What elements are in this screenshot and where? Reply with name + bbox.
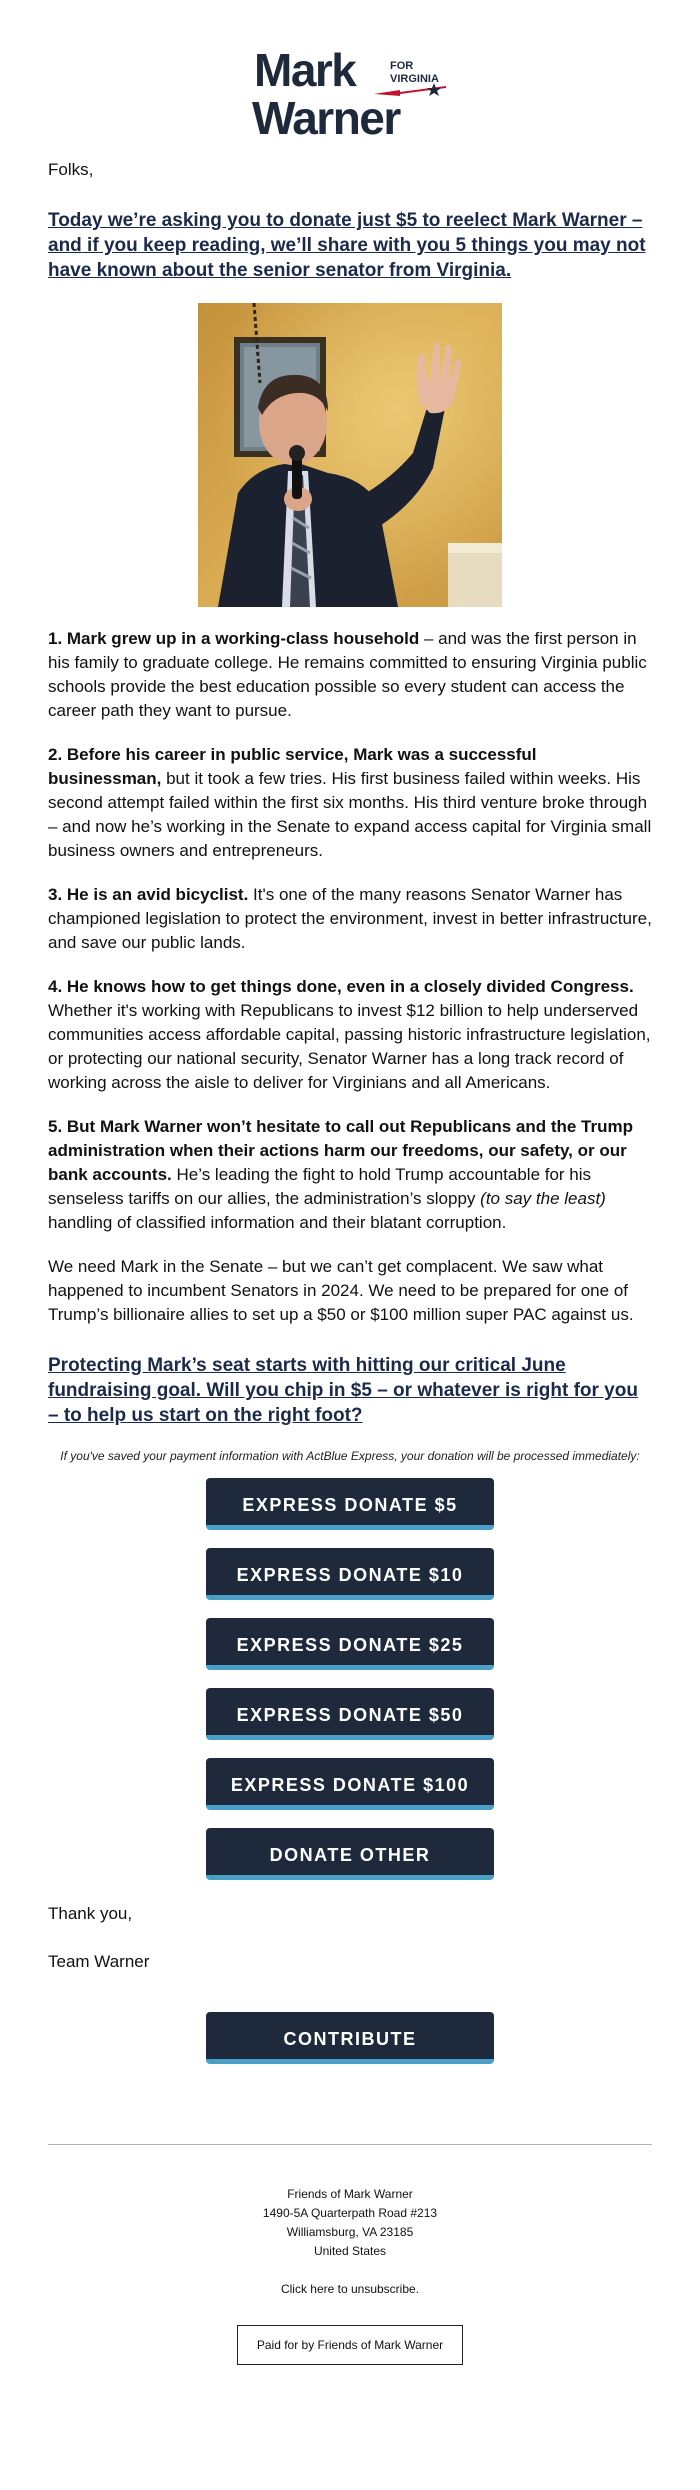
fact-1-lead: 1. Mark grew up in a working-class household: [48, 629, 420, 648]
express-donate-50-button[interactable]: EXPRESS DONATE $50: [206, 1688, 494, 1740]
mark-warner-logo: [250, 42, 450, 142]
signoff-thanks: Thank you,: [48, 1904, 133, 1923]
fact-5-body: He’s leading the fight to hold Trump accountable for his senseless tariffs on our allies, the administration’s sloppy: [48, 1165, 592, 1208]
fact-3: [48, 883, 652, 955]
express-donate-100-button[interactable]: EXPRESS DONATE $100: [206, 1758, 494, 1810]
logo-name-top: Mark: [254, 44, 356, 96]
greeting: Folks,: [48, 160, 94, 179]
express-donate-10-button[interactable]: EXPRESS DONATE $10: [206, 1548, 494, 1600]
logo-state: VIRGINIA: [390, 73, 439, 85]
unsubscribe-row: [48, 2281, 652, 2297]
fact-1: [48, 627, 652, 723]
fact-5-italic: (to say the least): [480, 1189, 606, 1208]
footer-address-line1: 1490-5A Quarterpath Road #213: [262, 2206, 438, 2220]
senator-photo: [198, 303, 502, 607]
senator-photo-image: [198, 303, 502, 607]
email-body: [48, 0, 652, 2365]
logo-for: FOR: [390, 60, 414, 72]
express-donate-25-button[interactable]: EXPRESS DONATE $25: [206, 1618, 494, 1670]
logo-name-bottom: Warner: [252, 92, 400, 142]
fact-3-body: It's one of the many reasons Senator Warner has championed legislation to protect the environment, invest in better infrastructure, and save our public lands.: [48, 885, 652, 952]
fact-5-tail: handling of classified information and their blatant corruption.: [48, 1213, 507, 1232]
actblue-express-note: If you've saved your payment information with ActBlue Express, your donation will be processed immediately:: [60, 1449, 640, 1463]
fact-5-lead: 5. But Mark Warner won’t hesitate to call out Republicans and the Trump administration when their actions harm our freedoms, our safety, or our bank accounts.: [48, 1117, 634, 1184]
donate-other-button[interactable]: DONATE OTHER: [206, 1828, 494, 1880]
footer-country: United States: [313, 2244, 387, 2258]
express-donate-5-button[interactable]: EXPRESS DONATE $5: [206, 1478, 494, 1530]
fact-2-body: but it took a few tries. His first business failed within weeks. His second attempt failed within the first six months. His third venture broke through – and now he’s working in the Senate to expand access capital for Virginia small business owners and entrepreneurs.: [48, 769, 652, 860]
signoff-team: Team Warner: [48, 1952, 150, 1971]
unsubscribe-link[interactable]: Click here to unsubscribe.: [280, 2282, 420, 2296]
fact-4-lead: 4. He knows how to get things done, even in a closely divided Congress.: [48, 977, 634, 996]
closing-paragraph: We need Mark in the Senate – but we can’t get complacent. We saw what happened to incumbent Senators in 2024. We need to be prepared for one of Trump’s billionaire allies to set up a $50 or $100 million super PAC against us.: [48, 1257, 634, 1324]
fact-5: [48, 1115, 652, 1235]
fact-4-body: Whether it's working with Republicans to invest $12 billion to help underserved communities access affordable capital, passing historic infrastructure legislation, or protecting our national security, Senator Warner has a long track record of working across the aisle to deliver for Virginians and all Americans.: [48, 1001, 651, 1092]
fact-4: [48, 975, 652, 1095]
fact-2-lead: 2. Before his career in public service, Mark was a successful businessman,: [48, 745, 537, 788]
cta-donate-link[interactable]: Protecting Mark’s seat starts with hitting our critical June fundraising goal. Will you chip in $5 – or whatever is right for you – to help us start on the right foot?: [48, 1355, 638, 1426]
paid-for-disclaimer: Paid for by Friends of Mark Warner: [237, 2325, 463, 2365]
fact-3-lead: 3. He is an avid bicyclist.: [48, 885, 249, 904]
footer-address: [48, 2185, 652, 2261]
contribute-button[interactable]: CONTRIBUTE: [206, 2012, 494, 2064]
footer-divider: [48, 2144, 652, 2145]
headline-donate-link[interactable]: Today we’re asking you to donate just $5 to reelect Mark Warner – and if you keep reading, we’ll share with you 5 things you may not have known about the senior senator from Virginia.: [48, 210, 646, 281]
footer-address-line2: Williamsburg, VA 23185: [286, 2225, 414, 2239]
footer-org: Friends of Mark Warner: [287, 2187, 413, 2201]
fact-1-body: – and was the first person in his family to graduate college. He remains committed to ensuring Virginia public schools provide the best education possible so every student can access the career path they want to pursue.: [48, 629, 647, 720]
fact-2: [48, 743, 652, 863]
